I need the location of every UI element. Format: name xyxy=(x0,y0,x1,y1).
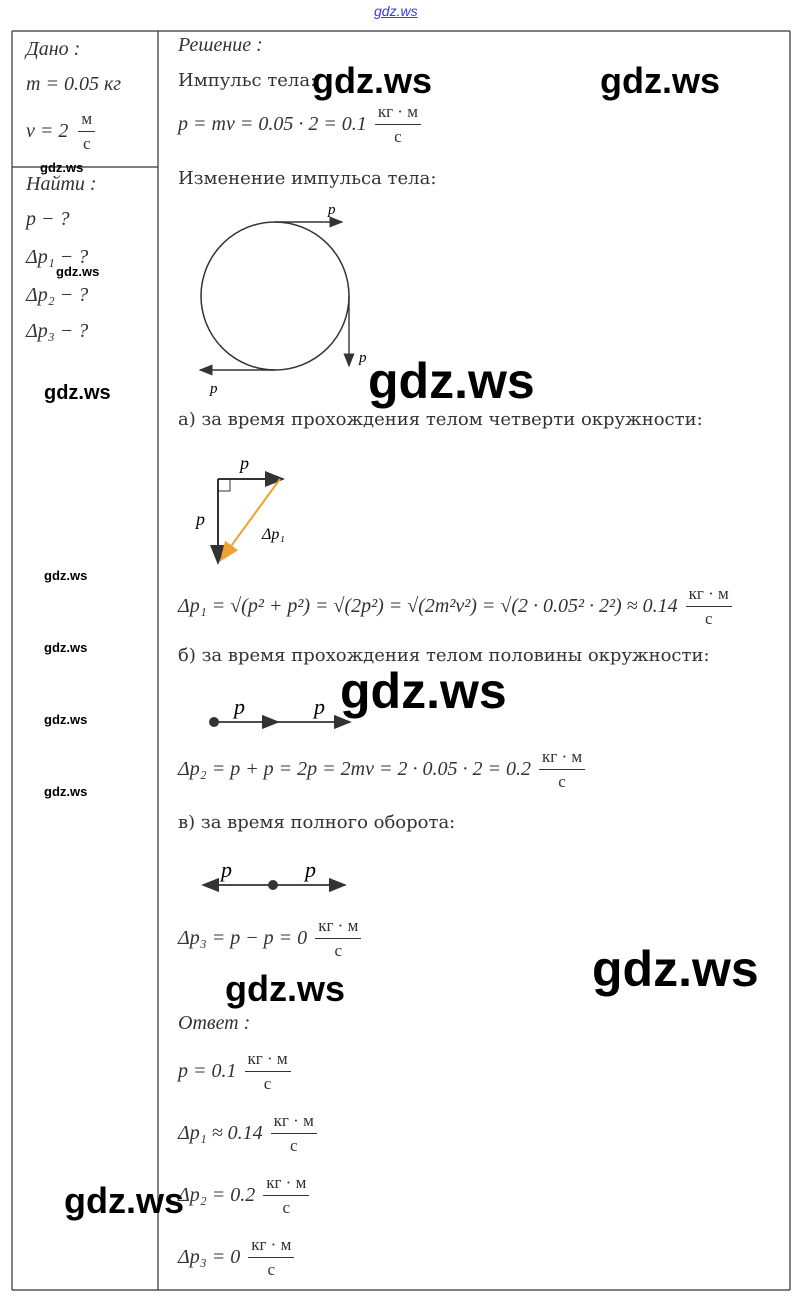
watermark: gdz.ws xyxy=(40,160,84,175)
answer-heading: Ответ : xyxy=(178,1012,251,1034)
watermark: gdz.ws xyxy=(592,941,759,997)
half-circle-vectors xyxy=(200,680,360,730)
find-item: Δp₁ − ? xyxy=(26,246,89,268)
case-b-text: б) за время прохождения телом половины окружности: xyxy=(178,645,710,666)
trajectory-circle xyxy=(201,222,349,370)
formula-a: Δp₁ = √(p² + p²) = √(2p²) = √(2m²v²) = √(2 · 0.05² · 2²) ≈ 0.14 $\frac{кг \cdot м}{с}$ xyxy=(178,585,732,628)
watermark: gdz.ws xyxy=(225,968,346,1009)
label-p-bottom: p xyxy=(210,381,218,397)
given-heading: Дано : xyxy=(26,38,81,60)
label-p-1: p xyxy=(234,694,245,719)
find-item: Δp₂ − ? xyxy=(26,284,89,306)
formula-b: Δp₂ = p + p = 2p = 2mv = 2 · 0.05 · 2 = 0.2 $\frac{кг \cdot м}{с}$ xyxy=(178,748,585,791)
label-p-right: p xyxy=(305,857,316,882)
watermark: gdz.ws xyxy=(56,264,100,279)
formula-c: Δp₃ = p − p = 0 $\frac{кг \cdot м}{с}$ xyxy=(178,917,361,960)
impulse-label: Импульс тела: xyxy=(178,70,317,91)
change-label: Изменение импульса тела: xyxy=(178,168,437,189)
find-item: p − ? xyxy=(26,208,70,230)
full-turn-vectors xyxy=(195,845,355,895)
impulse-formula: p = mv = 0.05 · 2 = 0.1 $\frac{кг \cdot м}{с}$ xyxy=(178,103,421,146)
watermark: gdz.ws xyxy=(368,353,535,409)
label-p-left: p xyxy=(221,857,232,882)
watermark: gdz.ws xyxy=(312,60,433,101)
watermark: gdz.ws xyxy=(340,663,507,719)
label-p-2: p xyxy=(314,694,325,719)
watermark: gdz.ws xyxy=(44,640,88,655)
answer-line: Δp₃ = 0 $\frac{кг \cdot м}{с}$ xyxy=(178,1236,294,1279)
watermark: gdz.ws xyxy=(44,712,88,727)
case-c-text: в) за время полного оборота: xyxy=(178,812,456,833)
answer-line: p = 0.1 $\frac{кг \cdot м}{с}$ xyxy=(178,1050,291,1093)
answer-line: Δp₂ = 0.2 $\frac{кг \cdot м}{с}$ xyxy=(178,1174,309,1217)
watermark: gdz.ws xyxy=(44,568,88,583)
watermark: gdz.ws xyxy=(64,1180,185,1221)
answer-line: Δp₁ ≈ 0.14 $\frac{кг \cdot м}{с}$ xyxy=(178,1112,317,1155)
given-velocity: v = 2 $\frac{м}{с}$ xyxy=(26,110,95,153)
watermark: gdz.ws xyxy=(44,784,88,799)
given-mass: m = 0.05 кг xyxy=(26,73,122,95)
find-heading: Найти : xyxy=(26,173,97,195)
watermark: gdz.ws xyxy=(600,60,721,101)
label-p-h: p xyxy=(240,453,249,473)
watermark: gdz.ws xyxy=(44,382,111,404)
label-p-v: p xyxy=(196,509,205,529)
circle-diagram xyxy=(190,190,380,400)
find-item: Δp₃ − ? xyxy=(26,320,89,342)
label-dp1: Δp₁ xyxy=(262,526,285,543)
vector-triangle-diagram xyxy=(190,445,330,575)
case-a-text: а) за время прохождения телом четверти окружности: xyxy=(178,409,703,430)
site-link[interactable]: gdz.ws xyxy=(374,3,418,19)
solution-heading: Решение : xyxy=(178,34,263,56)
label-p-top: p xyxy=(328,202,336,218)
right-angle-mark xyxy=(218,479,230,491)
label-p-right: p xyxy=(359,350,367,366)
